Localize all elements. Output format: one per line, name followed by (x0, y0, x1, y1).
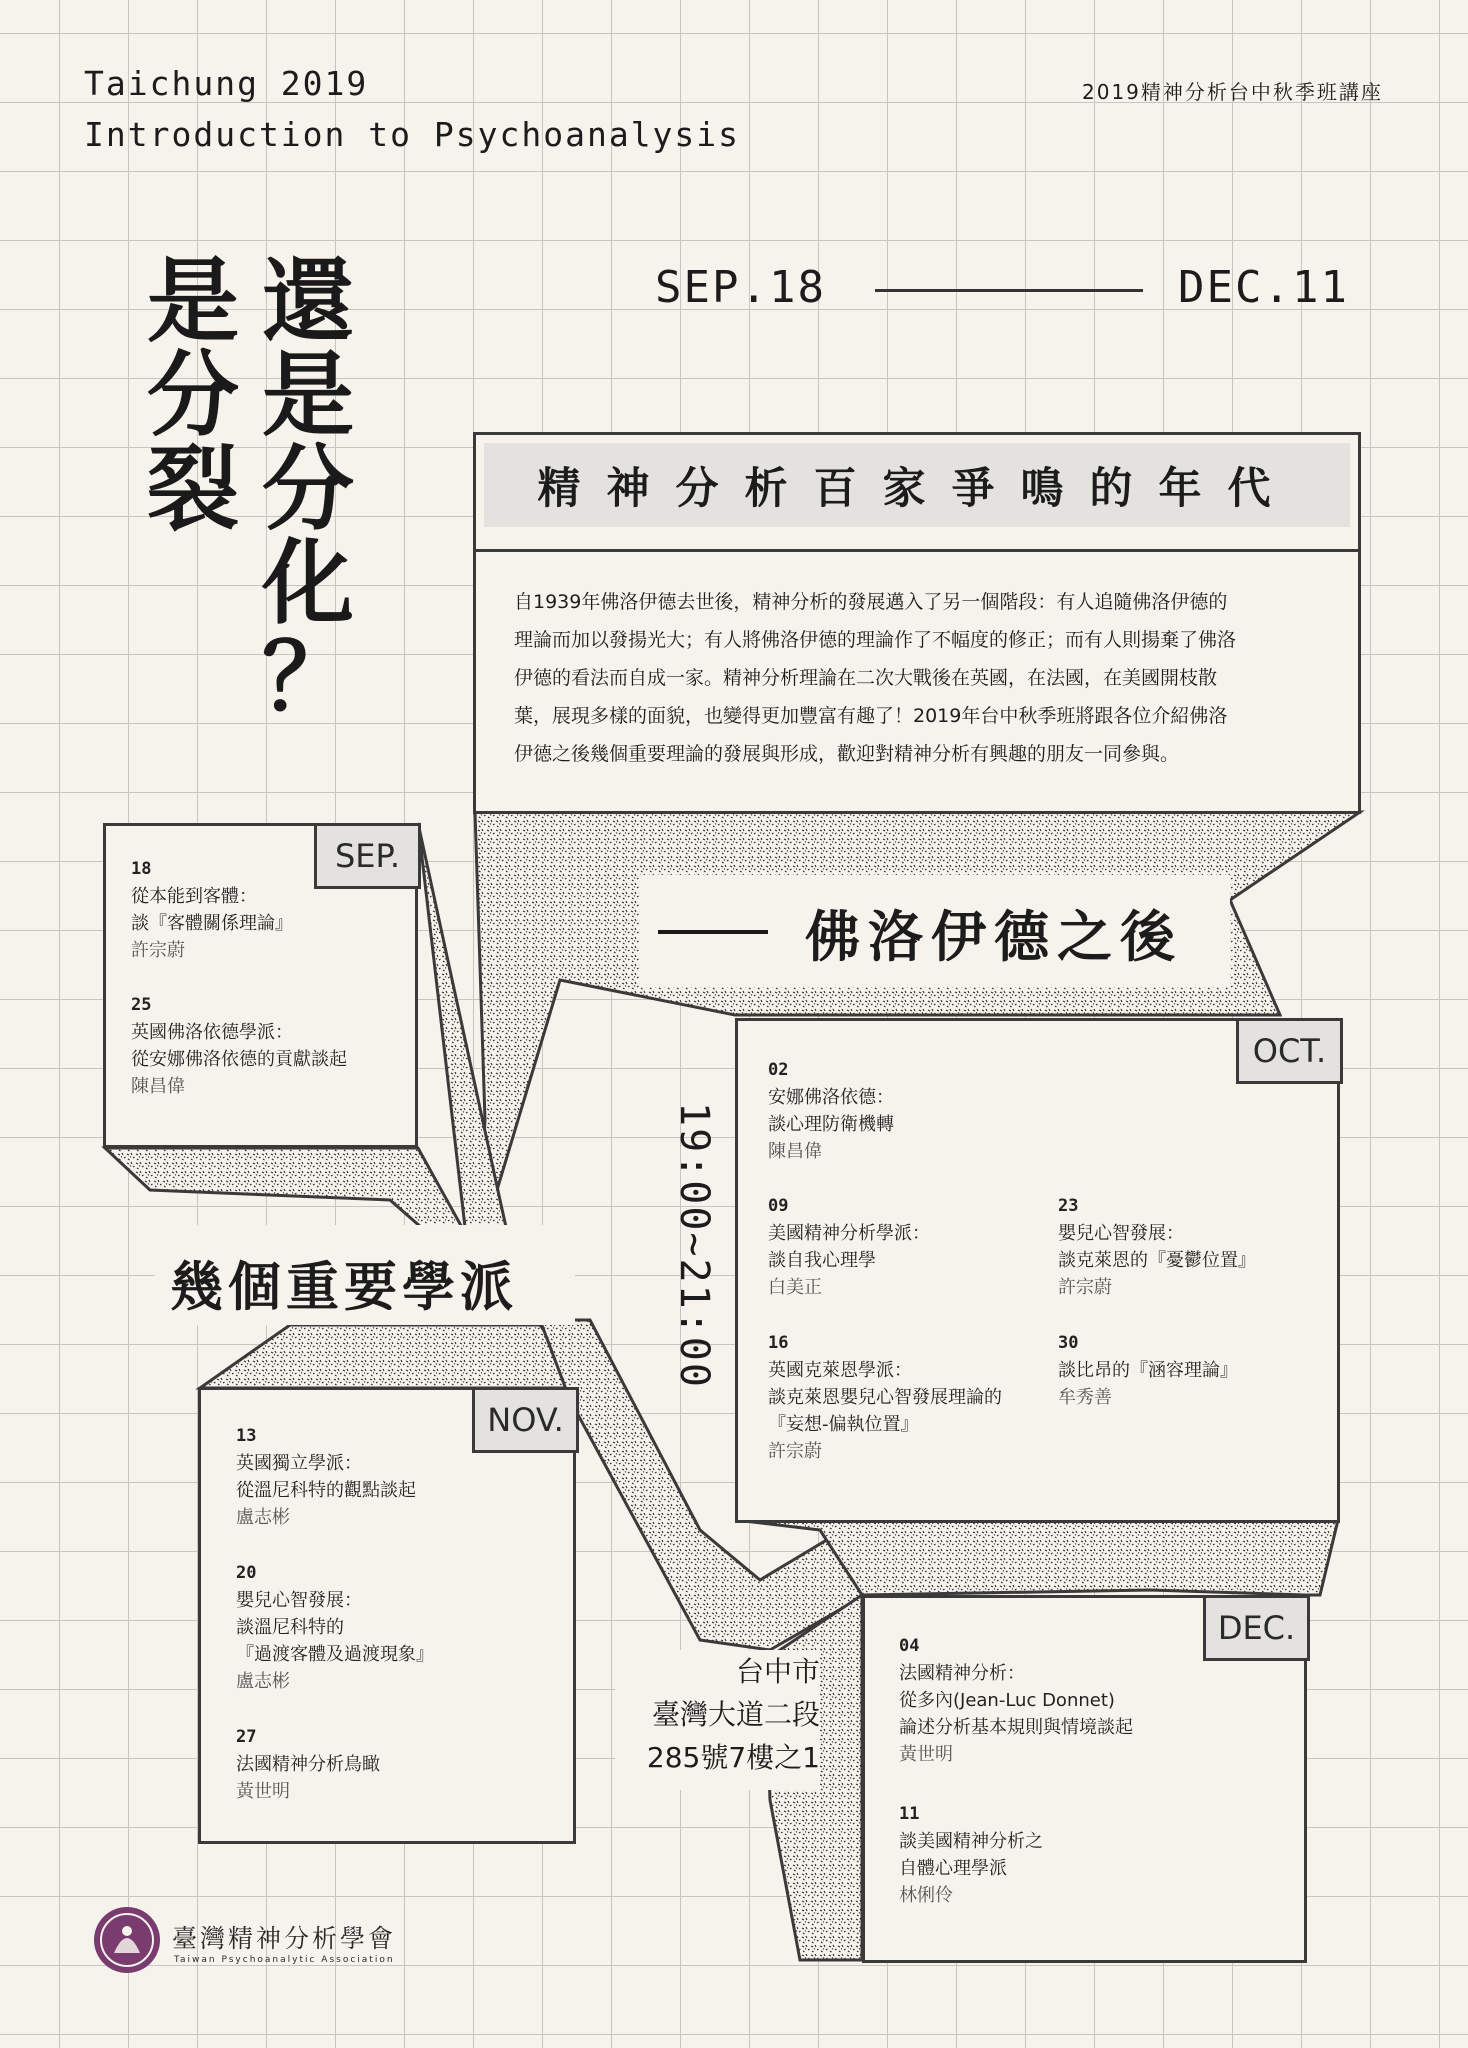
oct-box (735, 1018, 1340, 1523)
intro-line: 理論而加以發揚光大；有人將佛洛伊德的理論作了不幅度的修正；而有人則揚棄了佛洛 (514, 629, 1237, 651)
intro-text (514, 583, 1236, 773)
intro-line: 葉，展現多樣的面貌，也變得更加豐富有趣了！2019年台中秋季班將跟各位介紹佛洛 (514, 705, 1228, 727)
main-title-col-right (258, 248, 358, 731)
dec-entry-11: 11 談美國精神分析之 自體心理學派 林俐伶 (899, 1804, 1043, 1906)
intro-box (473, 432, 1361, 814)
dec-box (862, 1595, 1307, 1963)
sep-box (103, 823, 418, 1148)
dec-tag: DEC. (1203, 1595, 1310, 1661)
title-char: 是 (261, 342, 354, 449)
date-end: DEC.11 (1178, 262, 1349, 313)
oct-entry-09: 09 美國精神分析學派： 談自我心理學 白美正 (768, 1196, 930, 1298)
sep-entry-18: 18 從本能到客體： 談『客體關係理論』 許宗蔚 (131, 859, 293, 961)
sep-entry-25: 25 英國佛洛依德學派： 從安娜佛洛依德的貢獻談起 陳昌偉 (131, 995, 347, 1097)
nov-entry-27: 27 法國精神分析鳥瞰 黃世明 (236, 1727, 380, 1802)
address (615, 1650, 820, 1790)
title-char: 裂 (146, 436, 239, 543)
header-right: 2019精神分析台中秋季班講座 (1082, 80, 1383, 104)
main-title-col-left (143, 248, 243, 543)
address-line: 臺灣大道二段 (651, 1698, 820, 1731)
oct-entry-30: 30 談比昂的『涵容理論』 牟秀善 (1058, 1333, 1238, 1408)
nov-entry-13: 13 英國獨立學派： 從溫尼科特的觀點談起 盧志彬 (236, 1426, 416, 1528)
subtitle-box (640, 875, 1230, 987)
header-line1: Taichung 2019 (84, 64, 369, 103)
schools-label: 幾個重要學派 (170, 1257, 518, 1318)
intro-line: 伊德的看法而自成一家。精神分析理論在二次大戰後在英國，在法國，在美國開枝散 (514, 667, 1218, 689)
title-char: 是 (146, 248, 239, 355)
oct-tag: OCT. (1236, 1018, 1343, 1084)
title-char: 分 (261, 436, 354, 543)
nov-tag: NOV. (472, 1387, 579, 1453)
logo-name-en: Taiwan Psychoanalytic Association (174, 1955, 395, 1965)
title-char: 還 (261, 248, 354, 355)
intro-divider (476, 549, 1358, 552)
intro-line: 伊德之後幾個重要理論的發展與形成，歡迎對精神分析有興趣的朋友一同參與。 (514, 743, 1180, 765)
logo-name: 臺灣精神分析學會 (172, 1924, 397, 1953)
association-emblem-icon (92, 1905, 162, 1975)
dec-entry-04: 04 法國精神分析： 從多內(Jean-Luc Donnet) 論述分析基本規則與情境談起 黃世明 (899, 1636, 1133, 1765)
oct-entry-02: 02 安娜佛洛依德： 談心理防衛機轉 陳昌偉 (768, 1060, 894, 1162)
nov-entry-20: 20 嬰兒心智發展： 談溫尼科特的 『過渡客體及過渡現象』 盧志彬 (236, 1563, 434, 1692)
oct-entry-23: 23 嬰兒心智發展： 談克萊恩的『憂鬱位置』 許宗蔚 (1058, 1196, 1256, 1298)
session-time: 19:00~21:00 (671, 1102, 717, 1389)
intro-line: 自1939年佛洛伊德去世後，精神分析的發展邁入了另一個階段：有人追隨佛洛伊德的 (514, 591, 1228, 613)
date-range-line (875, 289, 1143, 292)
oct-entry-16: 16 英國克萊恩學派： 談克萊恩嬰兒心智發展理論的 『妄想-偏執位置』 許宗蔚 (768, 1333, 1002, 1462)
title-char: ？ (261, 624, 354, 731)
association-logo (92, 1905, 397, 1979)
address-line: 台中市 (735, 1655, 820, 1688)
address-line: 285號7樓之1 (646, 1741, 820, 1774)
title-char: 分 (146, 342, 239, 449)
header-line2: Introduction to Psychoanalysis (84, 115, 741, 154)
schools-label-box (155, 1225, 575, 1325)
stipple-ribbon-nov (200, 1325, 580, 1388)
sep-tag: SEP. (314, 823, 421, 889)
subtitle: 佛洛伊德之後 (805, 905, 1184, 969)
nov-box (198, 1387, 576, 1844)
title-char: 化 (261, 530, 354, 637)
subtitle-dash (658, 930, 768, 934)
intro-heading: 精神分析百家爭鳴的年代 (484, 443, 1350, 527)
date-start: SEP.18 (655, 262, 826, 313)
